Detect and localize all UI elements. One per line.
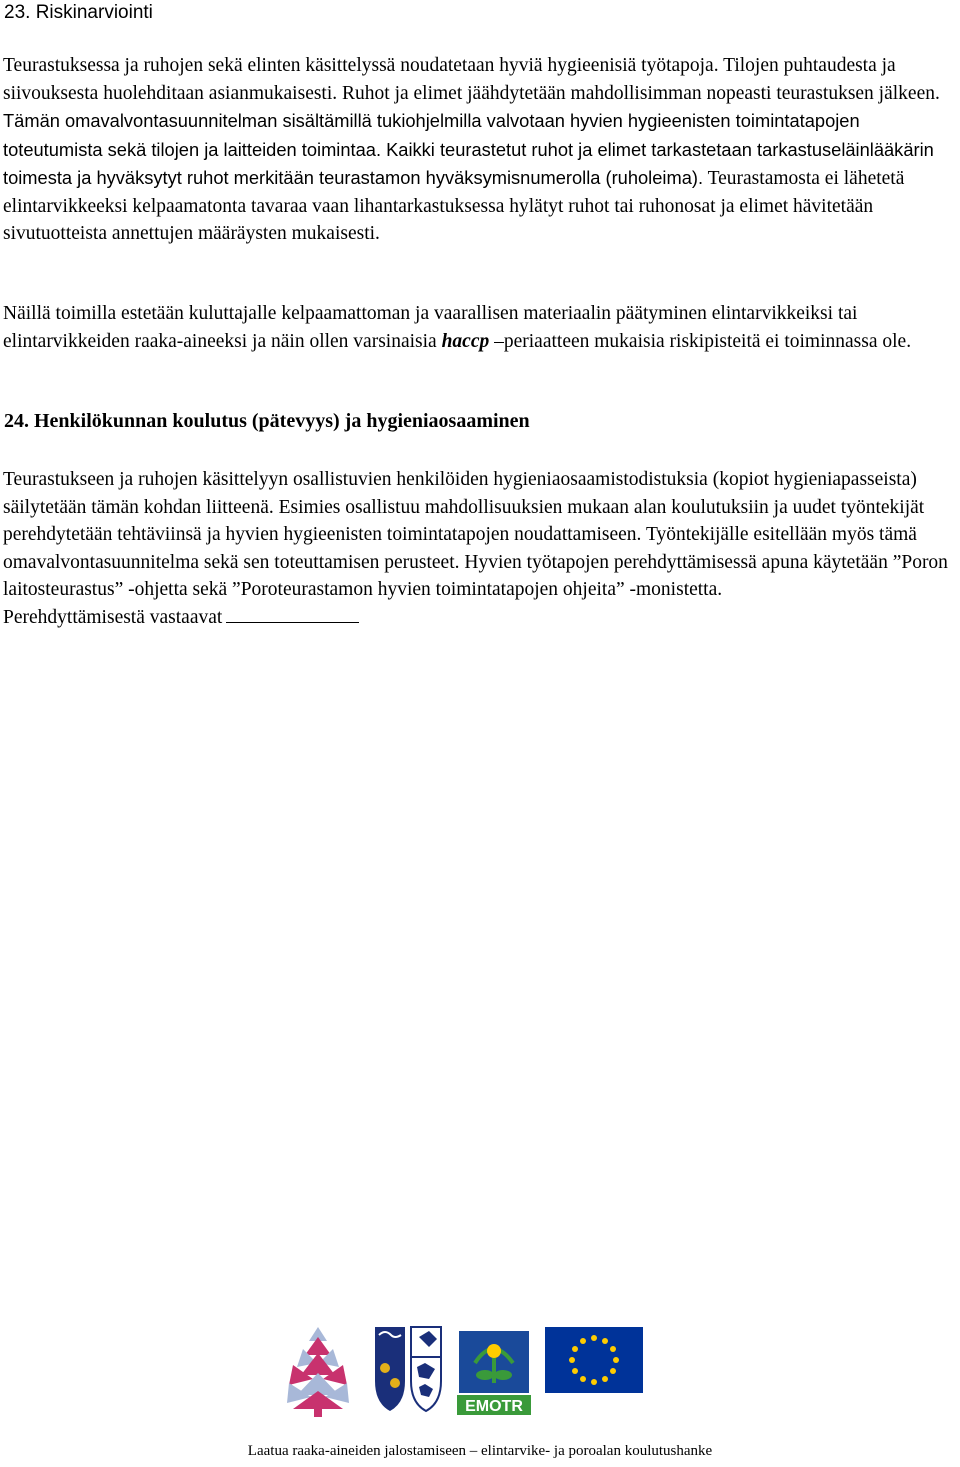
artichoke-flower-logo (283, 1323, 353, 1419)
emotr-logo (453, 1323, 535, 1419)
footer-project-name: Laatua raaka-aineiden jalostamiseen – elintarvike- ja poroalan koulutushanke (247, 1443, 713, 1459)
section-24-paragraph (3, 466, 958, 631)
coat-of-arms-logo (371, 1323, 445, 1415)
section-23-paragraph-1 (3, 52, 958, 248)
responsible-blank-line (226, 604, 359, 623)
logo-strip (283, 1323, 643, 1423)
p1-sentence-group-1: Teurastuksessa ja ruhojen sekä elinten käsittelyssä noudatetaan hyviä hygieenisiä työtapoja. Tilojen puhtaudesta ja siivouksesta huolehditaan asianmukaisesti. Ruhot ja elimet jäähdytetään mahdollisimman nopeasti teurastuksen jälkeen. (3, 55, 940, 104)
p2-text-a: Näillä toimilla estetään kuluttajalle kelpaamattoman ja vaarallisen materiaalin päätyminen elintarvikkeiksi tai elintarvikkeiden raaka-aineeksi ja näin ollen varsinaisia (3, 303, 858, 352)
haccp-term: haccp (441, 330, 490, 352)
eu-flag-logo (545, 1323, 643, 1397)
emotr-label: EMOTR (465, 1398, 523, 1415)
section-23-paragraph-2 (3, 300, 958, 355)
p3-text: Teurastukseen ja ruhojen käsittelyyn osallistuvien henkilöiden hygieniaosaamistodistuksia (kopiot hygieniapasseista) säilytetään tämän kohdan liitteenä. Esimies osallistuu mahdollisuuksien mukaan alan koulutuksiin ja uudet työntekijät perehdytetään tehtäviinsä ja hyvien hygieenisten toimintatapojen noudattamiseen. Työntekijälle esitellään myös tämä omavalvontasuunnitelma sekä sen toteuttamisen perusteet. Hyvien työtapojen perehdyttämisessä apuna käytetään ”Poron laitosteurastus” -ohjetta sekä ”Poroteurastamon hyvien toimintatapojen ohjeita” -monistetta. (3, 469, 948, 600)
section-23-heading: 23. Riskinarviointi (4, 2, 153, 23)
p1-sentence-group-3: Teurastamosta ei lähetetä elintarvikkeeksi kelpaamatonta tavaraa vaan lihantarkastuksessa hylätyt ruhot tai ruhonosat ja elimet hävitetään sivutuotteista annettujen määräysten mukaisesti. (3, 168, 905, 244)
p1-sentence-group-2: Tämän omavalvontasuunnitelman sisältämillä tukiohjelmilla valvotaan hyvien hygieenisten toimintatapojen toteutumista sekä tilojen ja laitteiden toimintaa. Kaikki teurastetut ruhot ja elimet tarkastetaan tarkastuseläinlääkärin toimesta ja hyväksytyt ruhot merkitään teurastamon hyväksymisnumerolla (ruholeima). (3, 110, 934, 188)
section-24-heading: 24. Henkilökunnan koulutus (pätevyys) ja hygieniaosaaminen (4, 410, 530, 432)
p2-text-b: –periaatteen mukaisia riskipisteitä ei toiminnassa ole. (494, 330, 912, 352)
p3-responsible-label: Perehdyttämisestä vastaavat (3, 606, 223, 628)
